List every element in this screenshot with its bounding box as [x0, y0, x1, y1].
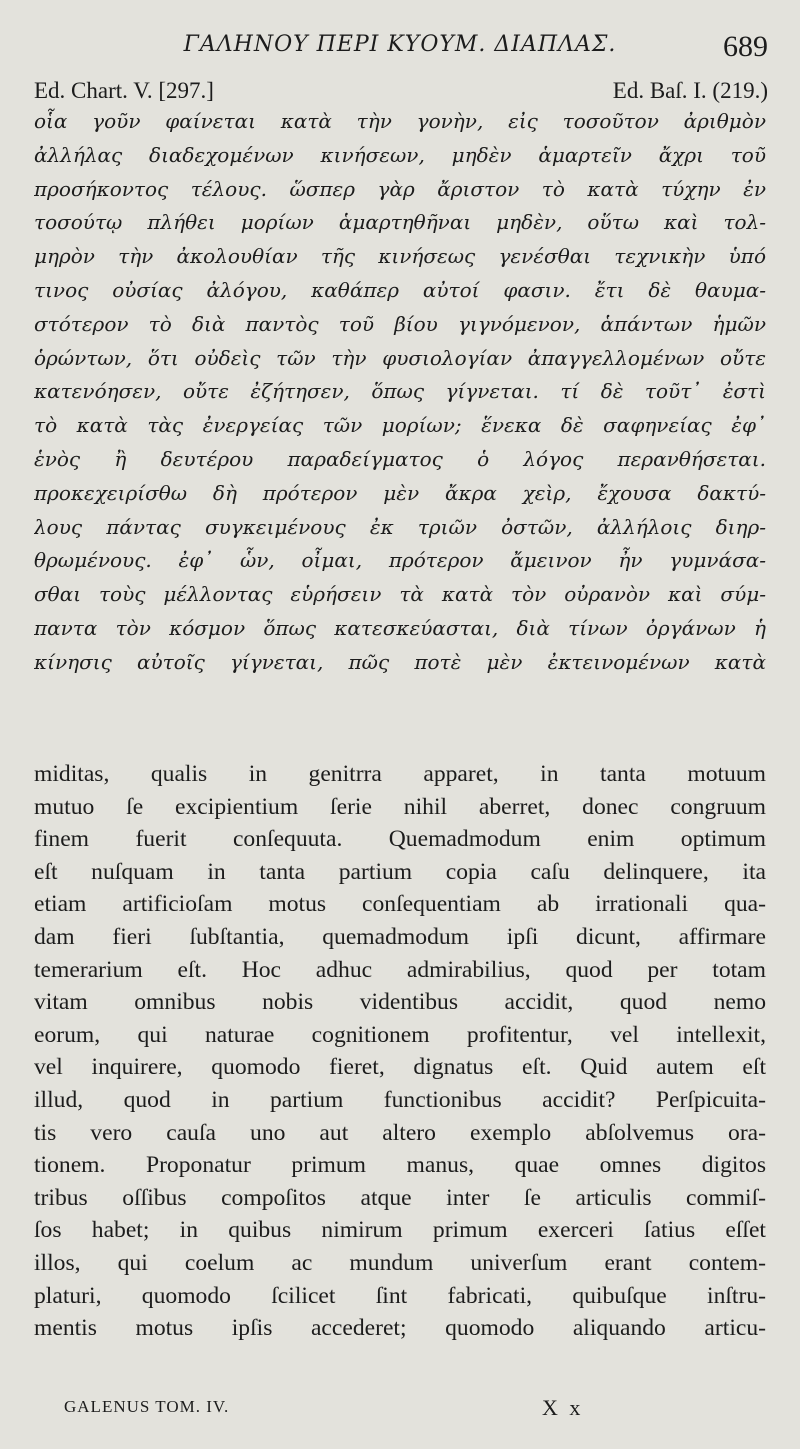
page-number: 689 — [723, 30, 768, 63]
greek-line: κίνησις αὐτοῖς γίγνεται, πῶς ποτὲ μὲν ἐκτεινομένων κατὰ — [34, 649, 766, 674]
latin-line: eſt nuſquam in tanta partium copia caſu delinquere, ita — [34, 858, 766, 885]
latin-line: vel inquirere, quomodo fieret, dignatus eſt. Quid autem eſt — [34, 1054, 766, 1081]
greek-line: τὸ κατὰ τὰς ἐνεργείας τῶν μορίων; ἕνεκα δὲ σαφηνείας ἐφ᾽ — [34, 413, 766, 438]
latin-line: mentis motus ipſis accederet; quomodo aliquando articu- — [34, 1315, 766, 1342]
page-footer — [64, 1395, 600, 1425]
latin-line: platuri, quomodo ſcilicet ſint fabricati, quibuſque inſtru- — [34, 1282, 766, 1309]
latin-line: eorum, qui naturae cognitionem profitentur, vel intellexit, — [34, 1021, 766, 1048]
greek-text-block — [34, 105, 766, 680]
latin-line: ſos habet; in quibus nimirum primum exerceri ſatius eſſet — [34, 1217, 766, 1244]
latin-line: tionem. Proponatur primum manus, quae omnes digitos — [34, 1152, 766, 1179]
greek-line: παντα τὸν κόσμον ὅπως κατεσκεύασται, διὰ τίνων ὀργάνων ἡ — [34, 615, 766, 640]
latin-line: miditas, qualis in genitrra apparet, in tanta motuum — [34, 761, 766, 787]
signature-title: GALENUS TOM. IV. — [64, 1397, 230, 1416]
edition-references — [34, 78, 768, 106]
greek-line: στότερον τὸ διὰ παντὸς τοῦ βίου γιγνόμενον, ἁπάντων ἡμῶν — [34, 311, 766, 336]
latin-line: illud, quod in partium functionibus accidit? Perſpicuita- — [34, 1086, 766, 1113]
greek-line: ὁρώντων, ὅτι οὐδεὶς τῶν τὴν φυσιολογίαν ἀπαγγελλομένων οὔτε — [34, 345, 766, 370]
latin-line: mutuo ſe excipientium ſerie nihil aberret, donec congruum — [34, 793, 766, 820]
latin-line: temerarium eſt. Hoc adhuc admirabilius, quod per totam — [34, 956, 766, 983]
greek-line: τινος οὐσίας ἀλόγου, καθάπερ αὐτοί φασιν. ἔτι δὲ θαυμα- — [34, 277, 766, 302]
greek-line: ἀλλήλας διαδεχομένων κινήσεων, μηδὲν ἁμαρτεῖν ἄχρι τοῦ — [34, 142, 766, 167]
latin-line: finem fuerit conſequuta. Quemadmodum enim optimum — [34, 826, 766, 853]
latin-line: dam fieri ſubſtantia, quemadmodum ipſi dicunt, affirmare — [34, 923, 766, 950]
edition-basel: Ed. Baſ. I. (219.) — [612, 78, 768, 103]
greek-line: προκεχειρίσθω δὴ πρότερον μὲν ἄκρα χεὶρ, ἔχουσα δακτύ- — [34, 480, 766, 505]
running-title: ΓΑΛΗΝΟΥ ΠΕΡΙ ΚΥΟΥΜ. ΔΙΑΠΛΑΣ. — [183, 32, 617, 57]
greek-line: μηρὸν τὴν ἀκολουθίαν τῆς κινήσεως γενέσθαι τεχνικὴν ὑπό — [34, 244, 766, 269]
greek-line: προσήκοντος τέλους. ὥσπερ γὰρ ἄριστον τὸ κατὰ τύχην ἐν — [34, 176, 766, 201]
signature-mark: X x — [542, 1395, 584, 1420]
greek-line: κατενόησεν, οὔτε ἐζήτησεν, ὅπως γίγνεται. τί δὲ τοῦτ᾽ ἐστὶ — [34, 379, 766, 404]
greek-line: οἷα γοῦν φαίνεται κατὰ τὴν γονὴν, εἰς τοσοῦτον ἀριθμὸν — [34, 109, 766, 133]
greek-line: θρωμένους. ἐφ᾽ ὧν, οἶμαι, πρότερον ἄμεινον ἦν γυμνάσα- — [34, 548, 766, 573]
running-head — [0, 30, 800, 64]
greek-line: λους πάντας συγκειμένους ἐκ τριῶν ὀστῶν, ἀλλήλοις διηρ- — [34, 514, 766, 539]
edition-chartier: Ed. Chart. V. [297.] — [34, 78, 214, 103]
latin-line: illos, qui coelum ac mundum univerſum erant contem- — [34, 1249, 766, 1276]
latin-line: vitam omnibus nobis videntibus accidit, quod nemo — [34, 989, 766, 1016]
latin-line: etiam artificioſam motus conſequentiam ab irrationali qua- — [34, 891, 766, 918]
latin-text-block — [34, 758, 766, 1345]
greek-line: τοσούτῳ πλήθει μορίων ἁμαρτηθῆναι μηδὲν, οὕτω καὶ τολ- — [34, 210, 766, 235]
latin-line: tribus oſſibus compoſitos atque inter ſe articulis commiſ- — [34, 1184, 766, 1211]
greek-line: σθαι τοὺς μέλλοντας εὑρήσειν τὰ κατὰ τὸν οὐρανὸν καὶ σύμ- — [34, 582, 766, 607]
greek-line: ἑνὸς ἢ δευτέρου παραδείγματος ὁ λόγος περανθήσεται. — [34, 446, 766, 471]
latin-line: tis vero cauſa uno aut altero exemplo abſolvemus ora- — [34, 1119, 766, 1146]
